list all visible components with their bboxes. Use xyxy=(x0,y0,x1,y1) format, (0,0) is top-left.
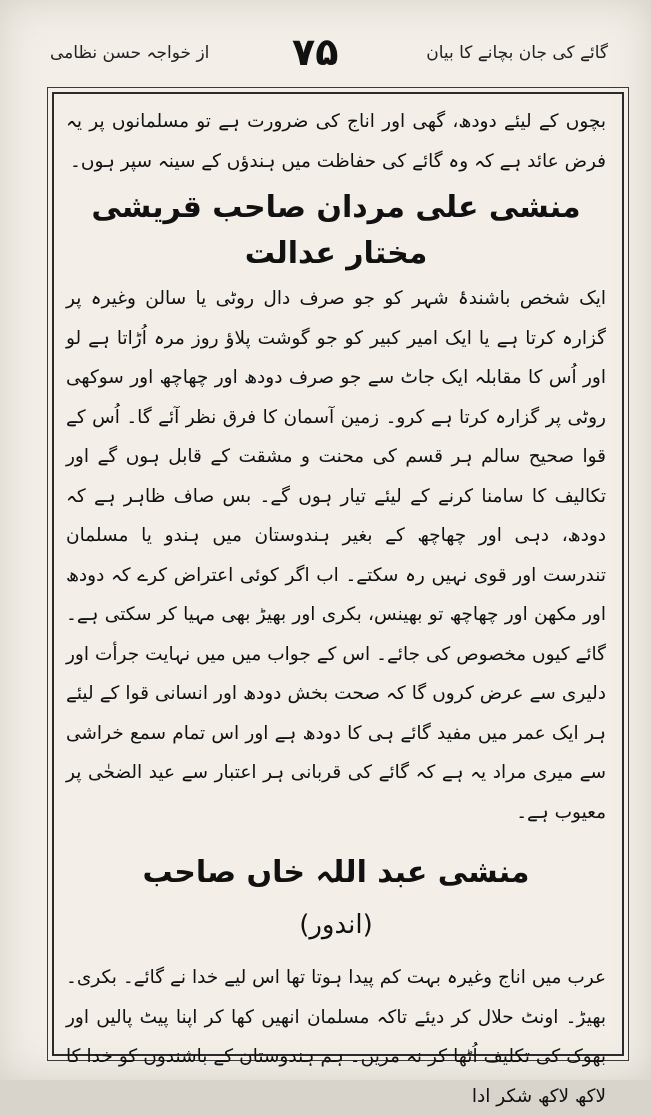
section2-subheading: (اندور) xyxy=(299,910,373,940)
intro-paragraph: بچوں کے لیئے دودھ، گھی اور اناج کی ضرورت ہے تو مسلمانوں پر یہ فرض عائد ہے کہ وہ گائے کی حفاظت میں ہندؤں کے سینہ سپر ہوں۔ xyxy=(66,111,606,172)
page-content xyxy=(66,102,606,1116)
section2-paragraph: عرب میں اناج وغیرہ بہت کم پیدا ہوتا تھا اس لیے خدا نے گائے۔ بکری۔ بھیڑ۔ اونٹ حلال کر دیئے تاکہ مسلمان انھیں کھا کر اپنا پیٹ پالیں اور بھوک کی تکلیف اُٹھا کر نہ مریں۔ ہم ہندوستان کے باشندوں کو خدا کا لاکھ لاکھ شکر ادا xyxy=(66,967,606,1107)
page-number: ۷۵ xyxy=(292,30,339,74)
header-chapter-title: گائے کی جان بچانے کا بیان xyxy=(426,43,608,63)
header-author: از خواجہ حسن نظامی xyxy=(50,43,210,63)
section2-heading: منشی عبد اللہ خاں صاحب xyxy=(142,855,530,890)
section1-paragraph: ایک شخص باشندۂ شہر کو جو صرف دال روٹی یا سالن وغیرہ پر گزارہ کرتا ہے یا ایک امیر کبیر کو جو گوشت پلاؤ روز مرہ اُڑاتا ہے لو اور اُس کا مقابلہ ایک جاٹ سے جو صرف دودھ اور چھاچھ اور سوکھی روٹی پر گزارہ کرتا ہے کرو۔ زمین آسمان کا فرق نظر آئے گا۔ اُس کے قوا صحیح سالم ہر قسم کی محنت و مشقت کے قابل ہوں گے اور تکالیف کا سامنا کرنے کے لیئے تیار ہوں گے۔ بس صاف ظاہر ہے کہ دودھ، دہی اور چھاچھ کے بغیر ہندوستان میں ہندو یا مسلمان تندرست اور قوی نہیں رہ سکتے۔ اب اگر کوئی اعتراض کرے کہ دودھ اور مکھن اور چھاچھ تو بھینس، بکری اور بھیڑ بھی مہیا کر سکتی ہے۔ گائے کیوں مخصوص کی جائے۔ اس کے جواب میں میں نہایت جرأت اور دلیری سے عرض کروں گا کہ صحت بخش دودھ اور انسانی قوا کے لیئے ہر ایک عمر میں مفید گائے ہی کا دودھ ہے اور اس تمام سمع خراشی سے میری مراد یہ ہے کہ گائے کی قربانی ہر اعتبار سے عید الضحٰی پر معیوب ہے۔ xyxy=(66,288,606,823)
page-header xyxy=(44,30,614,88)
section1-heading: منشی علی مردان صاحب قریشی مختار عدالت xyxy=(91,190,581,271)
